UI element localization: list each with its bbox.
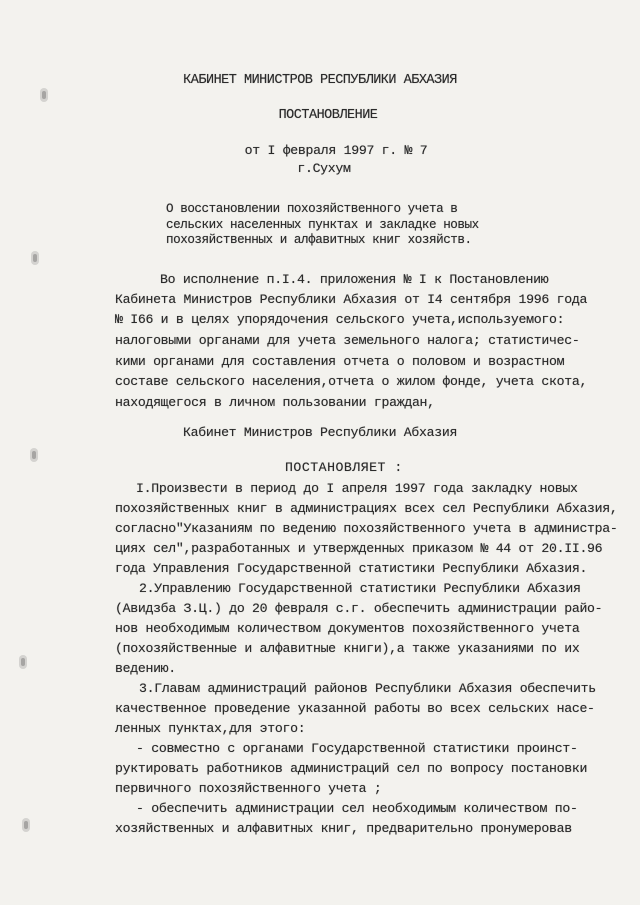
preamble-line: № I66 и в целях упорядочения сельского учета,используемого: [115, 312, 565, 327]
resolves-heading: ПОСТАНОВЛЯЕТ : [285, 460, 403, 475]
preamble-line: Во исполнение п.I.4. приложения № I к Постановлению [160, 272, 549, 287]
document-type: ПОСТАНОВЛЕНИЕ [278, 108, 378, 123]
item-line: ленных пунктах,для этого: [115, 721, 306, 736]
preamble-line: налоговыми органами для учета земельного налога; статистичес- [115, 333, 580, 348]
item-line: первичного похозяйственного учета ; [115, 781, 382, 796]
item-line: согласно"Указаниям по ведению похозяйственного учета в администра- [115, 521, 618, 536]
item-line: I.Произвести в период до I апреля 1997 года закладку новых [136, 481, 578, 496]
subject-line: похозяйственных и алфавитных книг хозяйств. [166, 233, 472, 247]
item-line: 3.Главам администраций районов Республики Абхазия обеспечить [139, 681, 596, 696]
item-line: циях сел",разработанных и утвержденных приказом № 44 от 20.II.96 [115, 541, 603, 556]
item-line: руктировать работников администраций сел по вопросу постановки [115, 761, 588, 776]
subject-line: О восстановлении похозяйственного учета в [166, 202, 458, 216]
item-line: похозяйственных книг в администрациях всех сел Республики Абхазия, [115, 501, 618, 516]
item-line: качественное проведение указанной работы во всех сельских насе- [115, 701, 595, 716]
document-city: г.Сухум [297, 161, 351, 176]
organization-title: КАБИНЕТ МИНИСТРОВ РЕСПУБЛИКИ АБХАЗИЯ [183, 73, 457, 88]
scan-mark [40, 88, 48, 102]
item-line: (похозяйственные и алфавитные книги),а также указаниями по их [115, 641, 580, 656]
preamble-line: Кабинета Министров Республики Абхазия от I4 сентября 1996 года [115, 292, 588, 307]
preamble-line: составе сельского населения,отчета о жилом фонде, учета скота, [115, 374, 588, 389]
item-line: хозяйственных и алфавитных книг, предварительно пронумеровав [115, 821, 572, 836]
item-line: - совместно с органами Государственной статистики проинст- [136, 741, 578, 756]
item-line: (Авидзба З.Ц.) до 20 февраля с.г. обеспечить администрации райо- [115, 601, 603, 616]
scan-mark [30, 448, 38, 462]
item-line: - обеспечить администрации сел необходимым количеством по- [136, 801, 578, 816]
item-line: нов необходимым количеством документов похозяйственного учета [115, 621, 580, 636]
document-date-number: от I февраля 1997 г. № 7 [244, 143, 428, 158]
scan-mark [22, 818, 30, 832]
subject-line: сельских населенных пунктах и закладке новых [166, 218, 479, 232]
preamble-line: находящегося в личном пользовании граждан, [115, 395, 435, 410]
scan-mark [31, 251, 39, 265]
resolver-line: Кабинет Министров Республики Абхазия [183, 425, 458, 440]
item-line: ведению. [115, 661, 176, 676]
scan-mark [19, 655, 27, 669]
preamble-line: кими органами для составления отчета о половом и возрастном [115, 354, 565, 369]
item-line: года Управления Государственной статистики Республики Абхазия. [115, 561, 588, 576]
item-line: 2.Управлению Государственной статистики Республики Абхазия [139, 581, 581, 596]
